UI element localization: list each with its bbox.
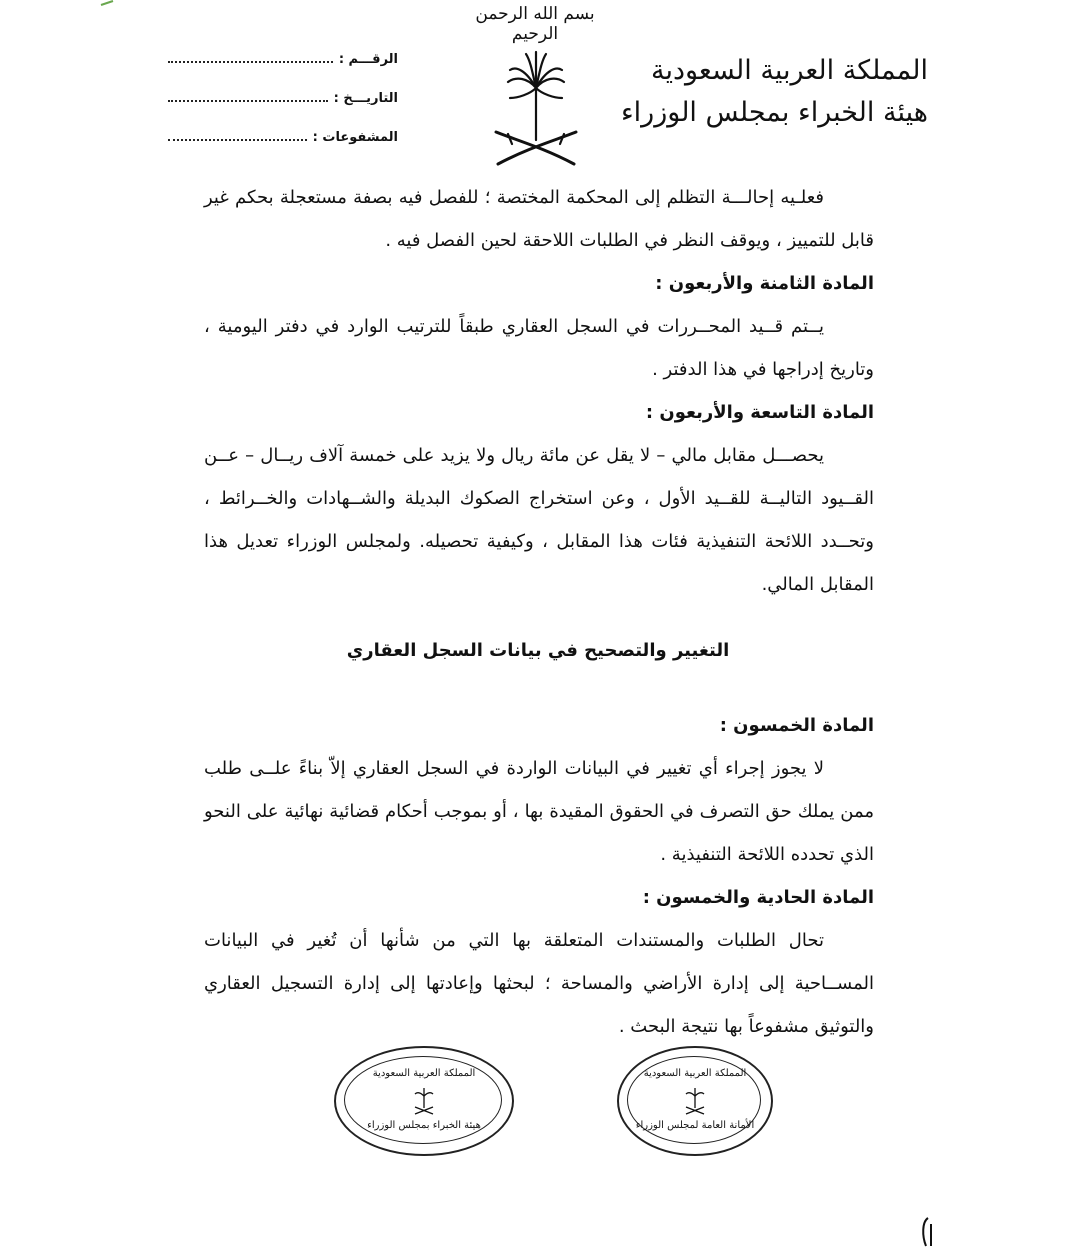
stamp-right-emblem-icon	[683, 1086, 707, 1116]
article-49-text: يحصـــل مقابل مالي – لا يقل عن مائة ريال ولا يزيد على خمسة آلاف ريــال – عــن القــيود التاليــة للقــيد الأول ، وعن استخراج الصكوك البديلة والشــهادات والخــرائط ، وتحــدد اللائحة التنفيذية فئات هذا المقابل ، وكيفية تحصيله. ولمجلس الوزراء تعديل هذا المقابل المالي.	[204, 445, 874, 595]
stamp-left-top-text: المملكة العربية السعودية	[372, 1068, 476, 1079]
stamp-right-bottom-text: الأمانة العامة لمجلس الوزراء	[635, 1120, 755, 1131]
ref-number-blank	[168, 61, 333, 63]
stamp-right-top-text: المملكة العربية السعودية	[643, 1068, 747, 1079]
stamp-left	[334, 1046, 514, 1156]
article-50-title: المادة الخمسون :	[719, 715, 874, 736]
ref-number-label: الرقـــم :	[338, 52, 398, 67]
ref-number-row	[168, 52, 398, 91]
ref-date-row	[168, 91, 398, 130]
article-51-text: تحال الطلبات والمستندات المتعلقة بها التي من شأنها أن تُغير في البيانات المســاحية إلى إدارة الأراضي والمساحة ؛ لبحثها وإعادتها إلى إدارة التسجيل العقاري والتوثيق مشفوعاً بها نتيجة البحث .	[204, 930, 874, 1037]
ref-attachments-label: المشفوعات :	[312, 130, 398, 145]
ref-date-label: التاريـــخ :	[333, 91, 398, 106]
org-name: المملكة العربية السعودية	[650, 55, 928, 86]
article-49-title: المادة التاسعة والأربعون :	[645, 402, 874, 423]
stamp-right	[617, 1046, 773, 1156]
page-corner-mark	[918, 1216, 934, 1247]
article-48-text: يــتم قــيد المحــررات في السجل العقاري طبقاً للترتيب الوارد في دفتر اليومية ، وتاريخ إدراجها في هذا الدفتر .	[204, 316, 874, 380]
ref-attachments-blank	[168, 139, 307, 141]
article-48-title: المادة الثامنة والأربعون :	[655, 273, 874, 294]
body-block-2	[204, 704, 874, 1048]
org-department: هيئة الخبراء بمجلس الوزراء	[620, 97, 928, 128]
saudi-emblem-icon	[486, 48, 586, 170]
organization-header	[621, 50, 928, 134]
ref-date-blank	[168, 100, 328, 102]
section-title: التغيير والتصحيح في بيانات السجل العقاري	[346, 640, 730, 661]
article-50-text: لا يجوز إجراء أي تغيير في البيانات الواردة في السجل العقاري إلاّ بناءً علــى طلب ممن يملك حق التصرف في الحقوق المقيدة بها ، أو بموجب أحكام قضائية نهائية على النحو الذي تحدده اللائحة التنفيذية .	[204, 758, 874, 865]
paragraph-intro: فعلـيه إحالـــة التظلم إلى المحكمة المختصة ؛ للفصل فيه بصفة مستعجلة بحكم غير قابل للتمييز ، ويوقف النظر في الطلبات اللاحقة لحين الفصل فيه .	[204, 187, 874, 251]
stamp-left-bottom-text: هيئة الخبراء بمجلس الوزراء	[367, 1120, 481, 1131]
reference-fields	[168, 52, 398, 169]
basmala: بسم الله الرحمن الرحيم	[475, 4, 595, 44]
ref-attachments-row	[168, 130, 398, 169]
body-block-1	[204, 176, 874, 606]
stamp-left-emblem-icon	[412, 1086, 436, 1116]
article-51-title: المادة الحادية والخمسون :	[642, 887, 874, 908]
corner-mark	[100, 0, 114, 6]
